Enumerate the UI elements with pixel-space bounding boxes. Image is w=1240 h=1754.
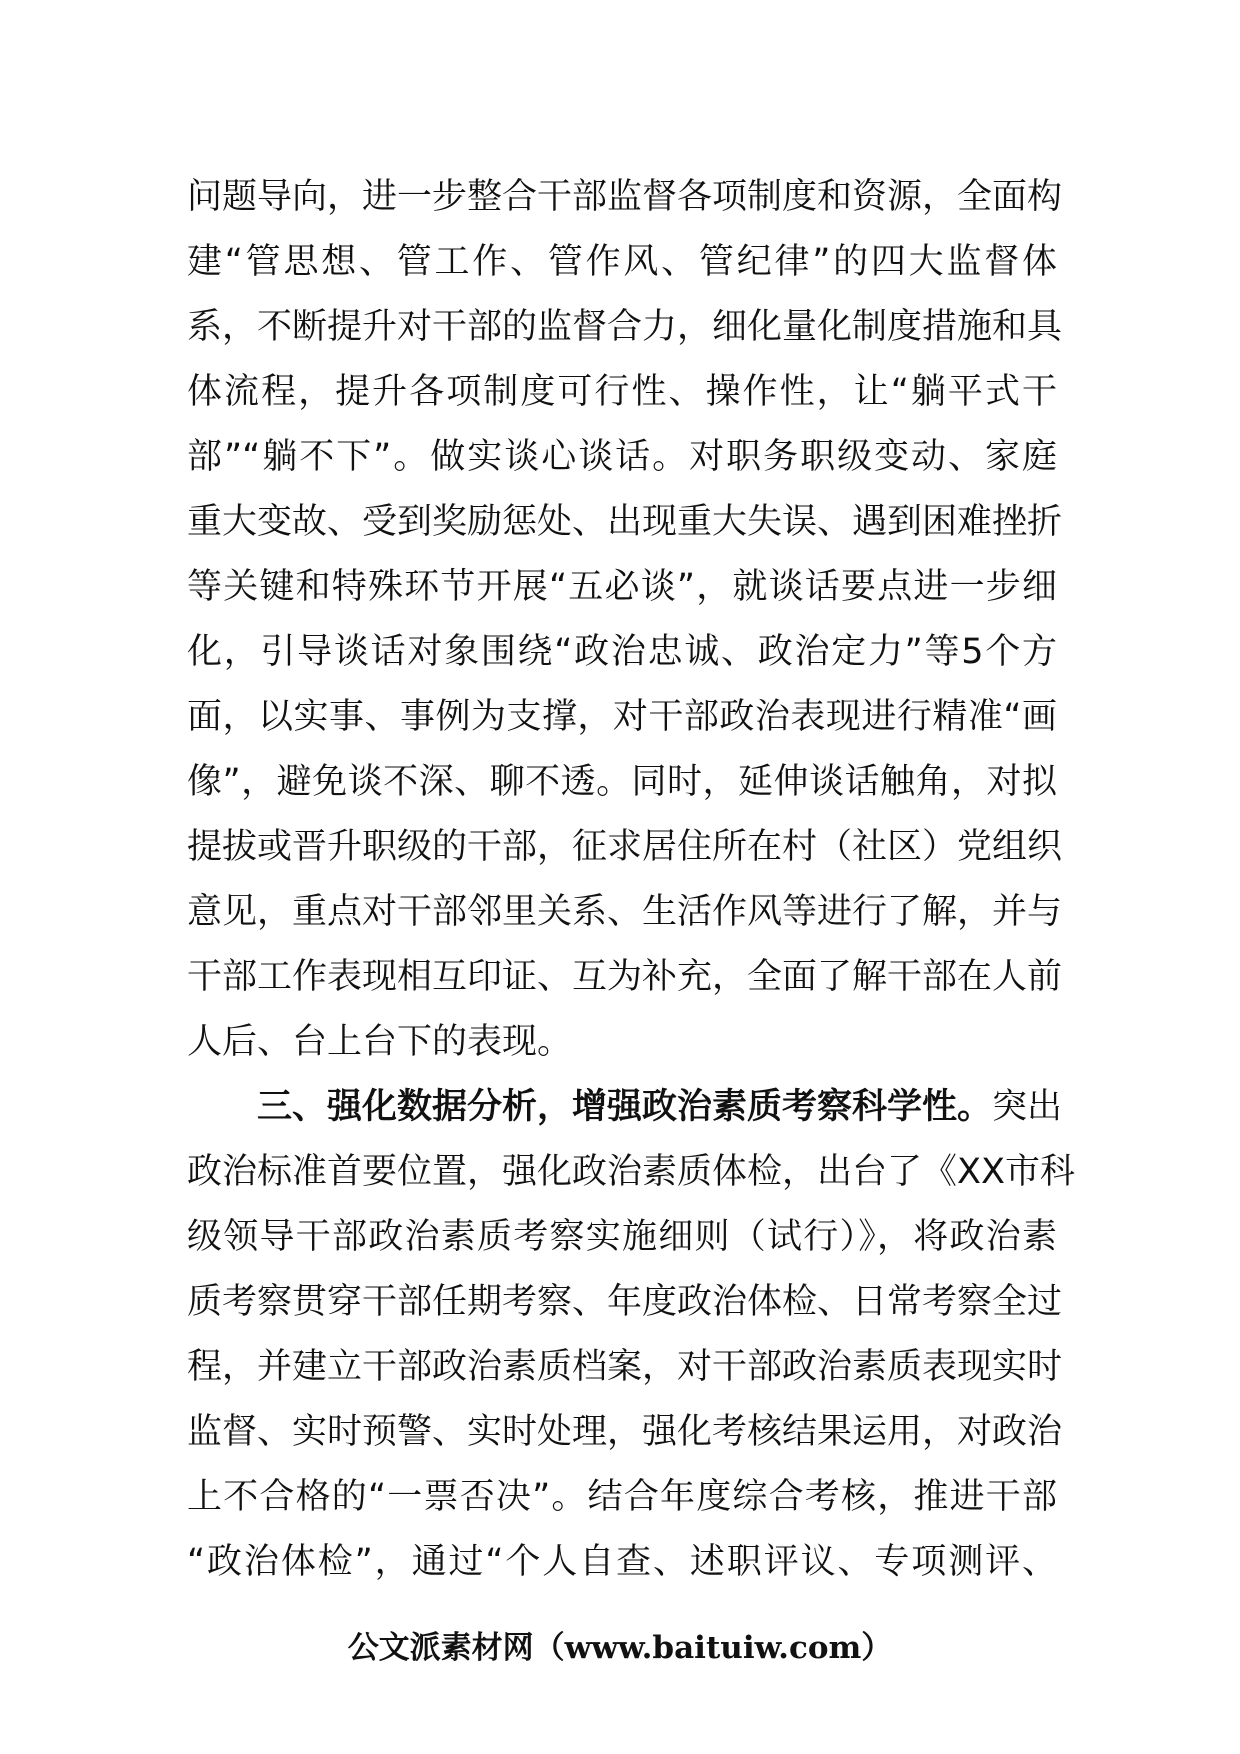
footer-watermark: 公文派素材网（www.baituiw.com） xyxy=(347,1630,893,1666)
text-line-first xyxy=(187,1075,1063,1140)
text-line: 体流程，提升各项制度可行性、操作性，让“躺平式干 xyxy=(187,372,1057,412)
text-line: 问题导向，进一步整合干部监督各项制度和资源，全面构 xyxy=(187,177,1063,217)
paragraph-2 xyxy=(187,1075,1075,1595)
text-line: 面，以实事、事例为支撑，对干部政治表现进行精准“画 xyxy=(187,697,1057,737)
text-line: 重大变故、受到奖励惩处、出现重大失误、遇到困难挫折 xyxy=(187,502,1063,542)
text-line: 程，并建立干部政治素质档案，对干部政治素质表现实时 xyxy=(187,1347,1063,1387)
text-line: 化，引导谈话对象围绕“政治忠诚、政治定力”等5个方 xyxy=(187,632,1057,672)
text-line: 提拔或晋升职级的干部，征求居住所在村（社区）党组织 xyxy=(187,827,1063,867)
text-line: 干部工作表现相互印证、互为补充，全面了解干部在人前 xyxy=(187,957,1063,997)
text-line: 像”，避免谈不深、聊不透。同时，延伸谈话触角，对拟 xyxy=(187,762,1057,802)
text-line: 质考察贯穿干部任期考察、年度政治体检、日常考察全过 xyxy=(187,1282,1063,1322)
text-line: 建“管思想、管工作、管作风、管纪律”的四大监督体 xyxy=(187,242,1057,282)
text-line: 系，不断提升对干部的监督合力，细化量化制度措施和具 xyxy=(187,307,1063,347)
text-line: “政治体检”，通过“个人自查、述职评议、专项测评、 xyxy=(187,1542,1057,1582)
text-line: 上不合格的“一票否决”。结合年度综合考核，推进干部 xyxy=(187,1477,1057,1517)
text-line: 政治标准首要位置，强化政治素质体检，出台了《XX市科 xyxy=(187,1152,1075,1192)
paragraph-1 xyxy=(187,165,1063,1075)
text-line: 监督、实时预警、实时处理，强化考核结果运用，对政治 xyxy=(187,1412,1063,1452)
text-line: 等关键和特殊环节开展“五必谈”，就谈话要点进一步细 xyxy=(187,567,1057,607)
section-heading: 三、强化数据分析，增强政治素质考察科学性。 xyxy=(257,1087,993,1127)
text-line: 部”“躺不下”。做实谈心谈话。对职务职级变动、家庭 xyxy=(187,437,1057,477)
text-line: 级领导干部政治素质考察实施细则（试行）》，将政治素 xyxy=(187,1217,1057,1257)
text-line: 人后、台上台下的表现。 xyxy=(187,1022,573,1062)
heading-continuation: 突出 xyxy=(992,1087,1063,1127)
text-line: 意见，重点对干部邻里关系、生活作风等进行了解，并与 xyxy=(187,892,1063,932)
body-text xyxy=(187,165,1075,1595)
